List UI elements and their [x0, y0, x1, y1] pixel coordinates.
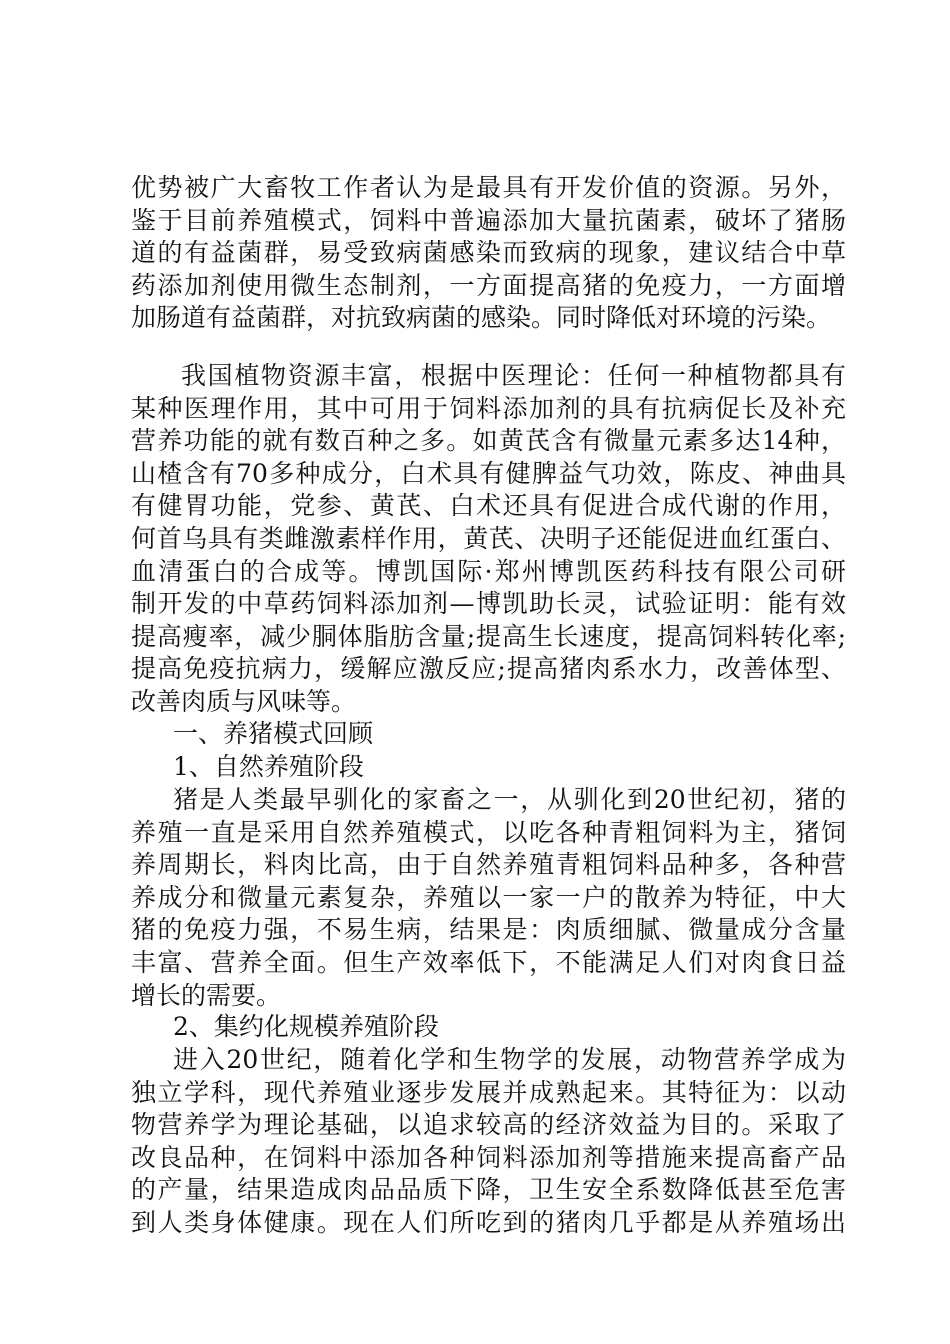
paragraph-line: 血清蛋白的合成等。博凯国际·郑州博凯医药科技有限公司研 — [131, 556, 846, 586]
paragraph-1 — [131, 172, 846, 335]
paragraph-line: 药添加剂使用微生态制剂，一方面提高猪的免疫力，一方面增 — [131, 270, 846, 300]
paragraph-line: 猪是人类最早驯化的家畜之一，从驯化到20世纪初，猪的 — [173, 785, 846, 814]
paragraph-line: 制开发的中草药饲料添加剂—博凯助长灵，试验证明：能有效 — [131, 589, 846, 619]
paragraph-line: 独立学科，现代养殖业逐步发展并成熟起来。其特征为：以动 — [131, 1077, 846, 1107]
paragraph-line: 我国植物资源丰富，根据中医理论：任何一种植物都具有 — [181, 361, 846, 390]
paragraph-line: 道的有益菌群，易受致病菌感染而致病的现象，建议结合中草 — [131, 238, 846, 268]
subsection-heading — [131, 751, 846, 784]
paragraph-line: 提高免疫抗病力，缓解应激反应;提高猪肉系水力，改善体型、 — [131, 654, 846, 684]
section-heading-text: 一、养猪模式回顾 — [173, 719, 374, 748]
paragraph-line: 营养功能的就有数百种之多。如黄芪含有微量元素多达14种， — [131, 426, 846, 456]
paragraph-3 — [131, 784, 846, 1012]
paragraph-line: 改善肉质与风味等。 — [131, 686, 357, 716]
paragraph-line: 改良品种，在饲料中添加各种饲料添加剂等措施来提高畜产品 — [131, 1142, 846, 1172]
paragraph-line: 猪的免疫力强，不易生病，结果是：肉质细腻、微量成分含量 — [131, 915, 846, 945]
paragraph-4 — [131, 1044, 846, 1240]
paragraph-line: 增长的需要。 — [131, 980, 282, 1010]
paragraph-line: 养殖一直是采用自然养殖模式，以吃各种青粗饲料为主，猪饲 — [131, 817, 846, 847]
paragraph-line: 养周期长，料肉比高，由于自然养殖青粗饲料品种多，各种营 — [131, 850, 846, 880]
paragraph-line: 山楂含有70多种成分，白术具有健脾益气功效，陈皮、神曲具 — [131, 458, 846, 488]
paragraph-line: 的产量，结果造成肉品品质下降，卫生安全系数降低甚至危害 — [131, 1175, 846, 1205]
section-heading — [131, 718, 846, 751]
paragraph-line: 物营养学为理论基础，以追求较高的经济效益为目的。采取了 — [131, 1110, 846, 1140]
paragraph-line: 养成分和微量元素复杂，养殖以一家一户的散养为特征，中大 — [131, 882, 846, 912]
paragraph-line: 加肠道有益菌群，对抗致病菌的感染。同时降低对环境的污染。 — [131, 303, 832, 333]
subsection-heading-text: 1、自然养殖阶段 — [173, 752, 364, 781]
paragraph-line: 进入20世纪，随着化学和生物学的发展，动物营养学成为 — [173, 1045, 846, 1074]
paragraph-line: 鉴于目前养殖模式，饲料中普遍添加大量抗菌素，破坏了猪肠 — [131, 205, 846, 235]
paragraph-line: 某种医理作用，其中可用于饲料添加剂的具有抗病促长及补充 — [131, 393, 846, 423]
paragraph-line: 到人类身体健康。现在人们所吃到的猪肉几乎都是从养殖场出 — [131, 1207, 846, 1237]
paragraph-line: 何首乌具有类雌激素样作用，黄芪、决明子还能促进血红蛋白、 — [131, 523, 846, 553]
subsection-heading-text: 2、集约化规模养殖阶段 — [173, 1012, 439, 1041]
paragraph-line: 优势被广大畜牧工作者认为是最具有开发价值的资源。另外， — [131, 173, 846, 202]
paragraph-line: 提高瘦率，减少胴体脂肪含量;提高生长速度，提高饲料转化率; — [131, 621, 846, 651]
paragraph-2 — [131, 360, 846, 719]
paragraph-line: 丰富、营养全面。但生产效率低下，不能满足人们对肉食日益 — [131, 947, 846, 977]
paragraph-line: 有健胃功能，党参、黄芪、白术还具有促进合成代谢的作用， — [131, 491, 846, 521]
subsection-heading — [131, 1011, 846, 1044]
